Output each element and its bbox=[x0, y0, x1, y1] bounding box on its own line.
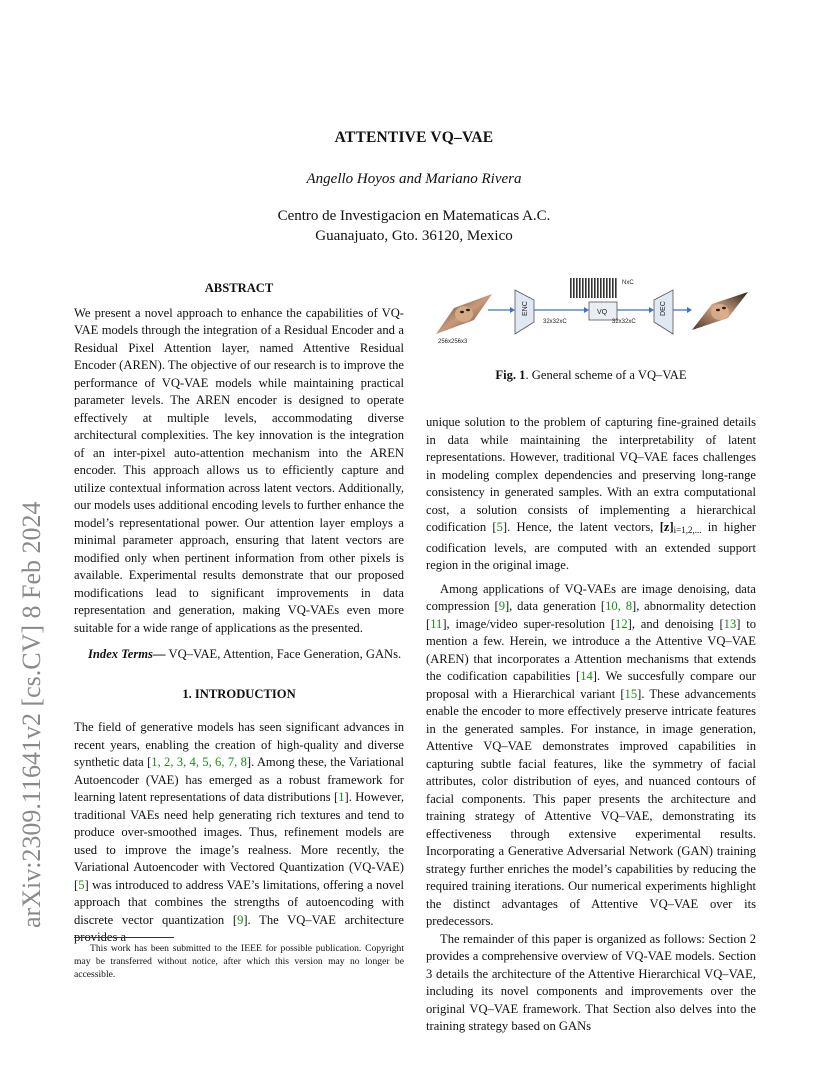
right-text: ]. We succesfully compare our proposal with a Hierarchical variant [ bbox=[426, 669, 756, 701]
codebook-vector bbox=[606, 278, 608, 298]
index-terms-label: Index Terms— bbox=[88, 647, 166, 661]
right-text: ], and denoising [ bbox=[627, 616, 724, 631]
arrow-head-icon bbox=[649, 307, 654, 313]
codebook-vector bbox=[591, 278, 593, 298]
codebook-vector bbox=[609, 278, 611, 298]
latent-vector-subscript: i=1,2,... bbox=[673, 525, 702, 535]
citation-link[interactable]: 13 bbox=[723, 616, 737, 631]
codebook-vector bbox=[588, 278, 590, 298]
index-terms-text: VQ–VAE, Attention, Face Generation, GANs. bbox=[165, 647, 402, 661]
author-list: Angello Hoyos and Mariano Rivera bbox=[306, 171, 522, 187]
right-text: ], data generation [ bbox=[504, 599, 606, 613]
codebook-vector bbox=[579, 278, 581, 298]
affiliation-line-2: Guanajuato, Gto. 36120, Mexico bbox=[315, 228, 513, 244]
citation-link[interactable]: 1 bbox=[338, 790, 345, 804]
right-paragraph-1 bbox=[426, 414, 756, 575]
codebook-vector bbox=[615, 278, 617, 298]
right-text: Among applications of VQ-VAEs are image denoising, data compression [ bbox=[426, 581, 756, 613]
arrow-head-icon bbox=[510, 307, 515, 313]
intro-text-b: ]. Among these, the Variational Autoencoder (VAE) has emerged as a robust framework for learning latent representations of data distributions [ bbox=[74, 755, 404, 804]
right-text: ], abnormality detection [ bbox=[426, 599, 757, 631]
figure-1-caption bbox=[426, 368, 756, 383]
intro-text-d: ] was introduced to address VAE’s limitations, offering a novel approach that combines the strengths of autoencoding with discrete vector quantization [ bbox=[74, 877, 404, 927]
arrow-head-icon bbox=[584, 307, 589, 313]
codebook-vector bbox=[597, 278, 599, 298]
arxiv-identifier: arXiv:2309.11641v2 [cs.CV] 8 Feb 2024 bbox=[17, 501, 46, 928]
citation-link[interactable]: 5 bbox=[496, 520, 503, 534]
footnote-text: This work has been submitted to the IEEE for possible publication. Copyright may be transferred without notice, after which this version may no longer be accessible. bbox=[74, 943, 404, 980]
right-text: ], image/video super-resolution [ bbox=[442, 616, 616, 631]
vq-label: VQ bbox=[597, 309, 608, 316]
citation-link[interactable]: 15 bbox=[624, 686, 638, 701]
codebook-label: NxC bbox=[622, 280, 634, 286]
vq-vae-diagram bbox=[426, 272, 756, 352]
arrow-head-icon bbox=[687, 307, 692, 313]
right-text: ] to mention a few. Herein, we introduce a the Attentive VQ–VAE (AREN) that incorporates a Attention mechanisms that extends the codification capabilities [ bbox=[426, 616, 757, 683]
citation-link[interactable]: 12 bbox=[615, 616, 628, 631]
abstract-text: We present a novel approach to enhance the capabilities of VQ-VAE models through the integration of a Residual Encoder and a Residual Pixel Attention layer, named Attentive Residual Encoder (AREN). The objective of our research is to improve the performance of VQ-VAE models while maintaining practical parameter levels. The AREN encoder is designed to operate effectively at multiple levels, accommodating diverse architectural complexities. The key innovation is the integration of an inter-pixel auto-attention mechanism into the AREN encoder. This approach allows us to efficiently capture and utilize contextual information across latent vectors. Additionally, our models uses additional encoding levels to further enhance the model’s representational power. Our attention layer employs a minimal parameter approach, ensuring that latent vectors are modified only when pertinent information from other pixels is available. Experimental results demonstrate that our proposed modifications lead to significant improvements in data representation and generation, making VQ-VAEs even more suitable for a wide range of applications as the presented. bbox=[74, 305, 404, 635]
intro-text-a: The field of generative models has seen significant advances in recent years, enabling the creation of high-quality and diverse synthetic data [ bbox=[74, 720, 404, 769]
intro-paragraph bbox=[74, 719, 404, 947]
encoder-label: ENC bbox=[522, 301, 529, 316]
input-size-label: 256x256x3 bbox=[438, 339, 468, 345]
footnote bbox=[74, 942, 404, 981]
codebook-vector bbox=[612, 278, 614, 298]
affiliation-line-1: Centro de Investigacion en Matematicas A.C. bbox=[277, 208, 551, 224]
latent-in-label: 32x32xC bbox=[543, 319, 567, 325]
citation-link[interactable]: 10, 8 bbox=[605, 599, 632, 613]
paper-title: ATTENTIVE VQ–VAE bbox=[334, 129, 494, 146]
citation-link[interactable]: 5 bbox=[78, 877, 85, 892]
codebook-vector bbox=[594, 278, 596, 298]
right-text: ]. Hence, the latent vectors, bbox=[502, 520, 660, 534]
figure-1-caption-label: Fig. 1 bbox=[495, 368, 526, 382]
intro-text-e: ]. The VQ–VAE architecture provides a bbox=[74, 912, 404, 944]
decoder-label: DEC bbox=[660, 301, 667, 316]
introduction-heading: 1. INTRODUCTION bbox=[182, 686, 296, 701]
codebook-vector bbox=[585, 278, 587, 298]
codebook-vector bbox=[600, 278, 602, 298]
right-paragraph-3: The remainder of this paper is organized as follows: Section 2 provides a comprehensive overview of VQ-VAE models. Section 3 details the architecture of the Attentive Hierarchical VQ–VAE, including its novel components and improvements over the original VQ–VAE framework. That Section also delves into the training strategy based on GANs bbox=[426, 931, 756, 1033]
latent-vector-symbol: [z] bbox=[659, 520, 674, 534]
right-text: in higher codification levels, are computed with an extended support region in the original image. bbox=[426, 520, 756, 572]
citation-link[interactable]: 14 bbox=[580, 669, 593, 683]
latent-out-label: 32x32xC bbox=[612, 319, 636, 325]
right-paragraph-2 bbox=[426, 581, 756, 931]
codebook-vector bbox=[582, 278, 584, 298]
right-text: unique solution to the problem of capturing fine-grained details in data while maintaining the interpretability of latent representations. However, traditional VQ–VAE faces challenges in modeling complex dependencies and preserving long-range consistency in generated samples. With an extra computational cost, a solution consists of implementing a hierarchical codification [ bbox=[426, 415, 756, 534]
intro-text-c: ]. However, traditional VAEs need help generating rich textures and tend to produce over-smoothed images. Thus, refinement models are used to improve the image’s realness. More recently, the Variational Autoencoder with Vectored Quantization (VQ-VAE) [ bbox=[74, 790, 404, 892]
figure-1 bbox=[426, 272, 756, 352]
codebook-stack bbox=[570, 278, 617, 298]
codebook-vector bbox=[573, 278, 575, 298]
abstract-heading: ABSTRACT bbox=[204, 281, 274, 295]
citation-link[interactable]: 9 bbox=[498, 599, 505, 613]
index-terms bbox=[74, 646, 404, 664]
figure-1-caption-text: . General scheme of a VQ–VAE bbox=[525, 368, 687, 382]
citation-link[interactable]: 9 bbox=[237, 912, 244, 927]
right-text: ]. These advancements enable the encoder to more effectively preserve intricate features in the generated samples. For instance, in image generation, Attentive VQ–VAE demonstrates improved capabilities in capturing subtle facial features, like the symmetry of facial attributes, color distribution of eyes, and nuanced contours of facial components. This paper presents the architecture and training strategy of Attentive VQ–VAE, demonstrating its effectiveness through extensive experimental results. Incorporating a Generative Adversarial Network (GAN) training strategy further enriches the model’s capabilities by reducing the required training iterations. Our numerical experiments highlight the distinct advantages of Attentive VQ–VAE over its predecessors. bbox=[426, 686, 756, 928]
codebook-vector bbox=[570, 278, 572, 298]
codebook-vector bbox=[576, 278, 578, 298]
output-image bbox=[692, 292, 748, 330]
citation-link[interactable]: 1, 2, 3, 4, 5, 6, 7, 8 bbox=[151, 755, 247, 769]
footnote-rule bbox=[74, 937, 174, 938]
input-image bbox=[436, 294, 492, 334]
left-column bbox=[74, 280, 404, 947]
affiliation bbox=[0, 206, 828, 246]
codebook-vector bbox=[603, 278, 605, 298]
citation-link[interactable]: 11 bbox=[430, 616, 443, 631]
right-column bbox=[426, 414, 756, 1036]
